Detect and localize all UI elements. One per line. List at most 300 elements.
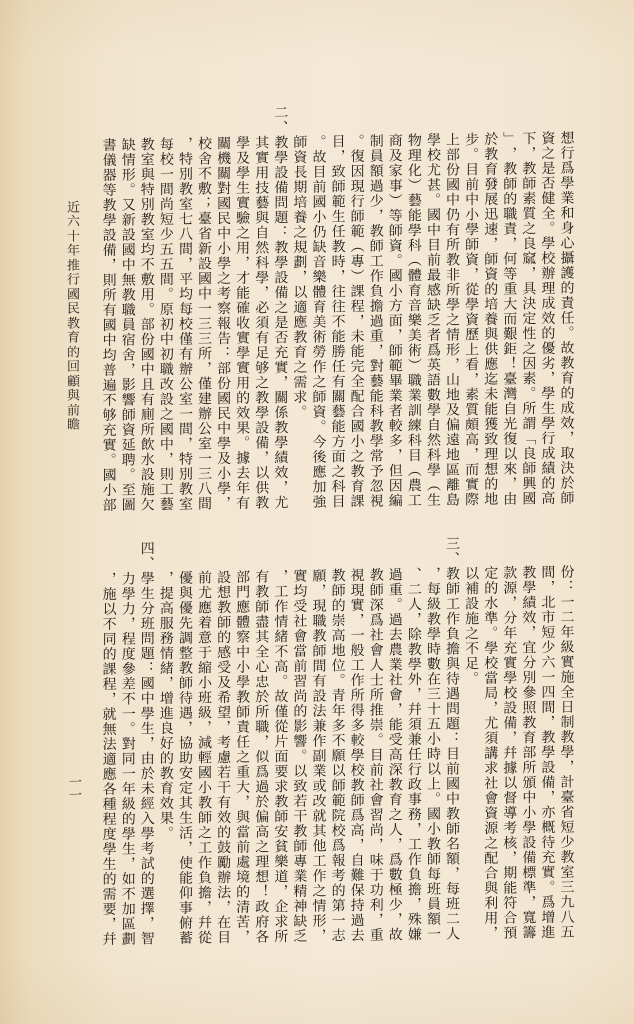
glyph: 生 (138, 720, 155, 735)
glyph: 短 (539, 624, 556, 639)
glyph: 設 (215, 569, 232, 584)
glyph: 缺 (310, 238, 327, 253)
glyph: 其 (253, 628, 270, 643)
glyph: 國 (196, 764, 213, 779)
glyph: 的 (329, 882, 346, 897)
glyph: 視 (367, 492, 384, 508)
glyph: 一 (66, 775, 81, 789)
glyph: 事 (176, 899, 193, 915)
glyph: 緒 (272, 628, 289, 643)
glyph: 教 (558, 848, 575, 864)
glyph: 考 (329, 867, 346, 882)
glyph: 教 (424, 835, 441, 851)
glyph: ， (501, 235, 518, 250)
text-column (215, 135, 230, 510)
glyph: 者 (424, 326, 441, 342)
text-column (310, 133, 325, 508)
glyph: 形 (310, 912, 327, 927)
glyph: ， (291, 268, 308, 284)
glyph: 延 (119, 436, 136, 451)
glyph: 舍 (196, 150, 213, 165)
glyph: 爲 (253, 763, 270, 778)
glyph: 舍 (119, 346, 136, 361)
glyph: 實 (501, 654, 518, 669)
glyph: 以 (424, 760, 441, 776)
glyph: 師 (329, 777, 346, 792)
glyph: 教 (348, 777, 365, 792)
glyph: 責 (234, 718, 251, 734)
glyph: 其 (253, 134, 270, 149)
glyph: 意 (196, 629, 213, 644)
glyph: 速 (482, 220, 499, 236)
glyph: 。 (234, 434, 251, 450)
glyph: 家 (386, 162, 403, 177)
glyph: 學 (138, 705, 155, 720)
glyph: 一 (66, 788, 81, 802)
glyph: 政 (253, 898, 270, 913)
glyph: ， (501, 849, 518, 864)
glyph: 常 (367, 447, 384, 463)
glyph: 中 (444, 790, 461, 805)
glyph: ， (539, 579, 556, 594)
text-column (501, 130, 516, 505)
glyph: 去 (386, 626, 403, 641)
glyph: 鉅 (501, 340, 518, 355)
glyph: 擔 (405, 881, 422, 896)
glyph: 師 (424, 850, 441, 866)
glyph: ， (482, 235, 499, 251)
glyph: 忽 (367, 477, 384, 493)
glyph: 故 (386, 926, 403, 941)
glyph: 教 (329, 238, 346, 253)
glyph: 爲 (348, 807, 365, 822)
glyph: 師 (196, 809, 213, 824)
glyph: 入 (138, 810, 155, 825)
glyph: 育 (64, 330, 79, 344)
glyph: 高 (348, 822, 365, 837)
glyph: 心 (558, 234, 575, 250)
glyph: 情 (157, 645, 174, 660)
glyph: 時 (329, 253, 346, 268)
glyph: 供 (253, 479, 270, 494)
glyph: 願 (329, 747, 346, 762)
glyph: 現 (348, 582, 365, 597)
glyph: 間 (196, 495, 213, 510)
glyph: 得 (348, 702, 365, 717)
glyph: 以 (253, 464, 270, 479)
glyph: ， (386, 447, 403, 462)
glyph: 宜 (520, 639, 537, 654)
glyph: 業 (386, 387, 403, 402)
glyph: 充 (100, 421, 117, 437)
glyph: 會 (386, 686, 403, 701)
glyph: 間 (157, 181, 174, 196)
glyph: 苦 (234, 913, 251, 929)
glyph: 四 (539, 684, 556, 699)
glyph: 盡 (253, 613, 270, 628)
glyph: 中 (119, 256, 136, 271)
glyph: 最 (424, 266, 441, 282)
glyph: 工 (157, 481, 174, 496)
glyph: 班 (424, 880, 441, 896)
glyph: 。 (310, 133, 327, 148)
glyph: 任 (558, 309, 575, 325)
glyph: 國 (215, 195, 232, 210)
glyph: 精 (291, 882, 308, 898)
glyph: 果 (234, 419, 251, 435)
glyph: 應 (100, 765, 117, 781)
glyph: 級 (196, 704, 213, 719)
glyph: 情 (444, 326, 461, 341)
glyph: 新 (196, 240, 213, 255)
glyph: 偏 (444, 416, 461, 431)
glyph: 則 (100, 271, 117, 287)
glyph: 予 (367, 462, 384, 478)
glyph: 設 (463, 595, 480, 610)
glyph: 小 (310, 208, 327, 223)
glyph: 室 (138, 151, 155, 166)
glyph: 師 (386, 222, 403, 237)
glyph: 調 (176, 629, 193, 645)
glyph: 資 (463, 311, 480, 326)
glyph: 師 (558, 489, 575, 505)
glyph: 小 (196, 674, 213, 689)
glyph: 高 (272, 658, 289, 673)
glyph: 作 (310, 867, 327, 882)
glyph: ， (215, 899, 232, 914)
glyph: 行 (558, 144, 575, 160)
glyph: 試 (138, 855, 155, 870)
glyph: 乏 (424, 311, 441, 327)
glyph: ； (196, 195, 213, 210)
glyph: 間 (310, 657, 327, 672)
glyph: 慮 (215, 749, 232, 764)
glyph: ， (253, 449, 270, 464)
glyph: 分 (520, 654, 537, 669)
glyph: 過 (348, 912, 365, 927)
glyph: 。 (463, 146, 480, 161)
glyph: 的 (482, 280, 499, 296)
glyph: ， (215, 719, 232, 734)
glyph: 室 (196, 435, 213, 450)
glyph: 師 (329, 178, 346, 193)
glyph: 的 (157, 750, 174, 765)
glyph: 成 (558, 399, 575, 415)
glyph: 利 (367, 896, 384, 912)
glyph: 小 (215, 240, 232, 255)
glyph: 求 (482, 759, 499, 775)
glyph: 選 (138, 885, 155, 900)
glyph: 北 (539, 594, 556, 609)
glyph: 志 (329, 927, 346, 942)
glyph: 補 (463, 580, 480, 595)
glyph: 資 (482, 265, 499, 281)
glyph: ） (348, 268, 365, 283)
glyph: 商 (386, 132, 403, 147)
glyph: 工 (310, 852, 327, 867)
glyph: ！ (253, 883, 270, 898)
glyph: 俯 (176, 914, 193, 930)
glyph: 前 (424, 251, 441, 267)
glyph: 事 (386, 177, 403, 192)
glyph: 部 (100, 496, 117, 512)
glyph: 學 (558, 743, 575, 759)
glyph: 一 (196, 300, 213, 315)
glyph: 間 (176, 240, 193, 256)
glyph: 教 (444, 805, 461, 820)
glyph: 年 (501, 624, 518, 639)
glyph: 小 (424, 820, 441, 836)
glyph: 希 (215, 689, 232, 704)
glyph: 辦 (539, 265, 556, 280)
glyph: 行 (539, 430, 556, 445)
glyph: 。 (539, 220, 556, 235)
glyph: 業 (310, 762, 327, 777)
glyph: 不 (100, 615, 117, 631)
glyph: 規 (291, 238, 308, 254)
glyph: 欠 (138, 496, 155, 511)
glyph: 職 (501, 205, 518, 220)
glyph: 要 (272, 763, 289, 778)
glyph: 驗 (234, 209, 251, 225)
glyph: 進 (539, 924, 556, 939)
glyph: 關 (329, 388, 346, 403)
glyph: 等 (501, 265, 518, 280)
glyph: ， (196, 899, 213, 914)
text-column (177, 135, 192, 510)
glyph: 所 (367, 686, 384, 702)
glyph: 度 (100, 825, 117, 841)
glyph: 資 (386, 237, 403, 252)
glyph: 育 (348, 478, 365, 493)
glyph: 來 (501, 460, 518, 475)
glyph: 國 (100, 316, 117, 332)
glyph: 份 (215, 375, 232, 390)
glyph: 均 (291, 582, 308, 598)
glyph: 術 (310, 328, 327, 343)
glyph: 否 (539, 175, 556, 190)
glyph: 師 (234, 703, 251, 719)
glyph: 課 (348, 493, 365, 508)
glyph: 別 (176, 165, 193, 181)
glyph: 如 (119, 870, 136, 885)
glyph: 後 (310, 448, 327, 463)
glyph: 師 (253, 598, 270, 613)
glyph: 備 (520, 849, 537, 864)
glyph: 特 (138, 181, 155, 196)
glyph: 與 (482, 879, 499, 895)
glyph: 員 (367, 147, 384, 163)
glyph: 持 (348, 897, 365, 912)
glyph: 受 (386, 731, 403, 746)
glyph: 教 (138, 211, 155, 226)
glyph: ， (405, 896, 422, 911)
glyph: 一 (119, 705, 136, 720)
text-column (539, 564, 554, 939)
glyph: 同 (100, 630, 117, 646)
glyph: 而 (501, 310, 518, 325)
glyph: 辦 (176, 360, 193, 376)
glyph: 及 (215, 450, 232, 465)
glyph: 緒 (157, 660, 174, 675)
glyph: 境 (234, 868, 251, 884)
glyph: 利 (482, 894, 499, 910)
glyph: 有 (444, 221, 461, 236)
glyph: 。 (291, 403, 308, 419)
glyph: ， (558, 758, 575, 774)
text-column (234, 568, 249, 943)
glyph: ， (272, 374, 289, 389)
glyph: 形 (444, 341, 461, 356)
glyph: 難 (348, 867, 365, 882)
glyph: 未 (348, 328, 365, 343)
glyph: ， (463, 371, 480, 386)
glyph: 定 (176, 779, 193, 795)
glyph: 安 (176, 764, 193, 780)
glyph: 多 (348, 717, 365, 732)
glyph: 一 (157, 166, 174, 181)
glyph: 與 (234, 808, 251, 824)
glyph: 者 (386, 402, 403, 417)
glyph: 着 (196, 614, 213, 629)
glyph: 問 (444, 700, 461, 715)
glyph: 學 (482, 639, 499, 655)
glyph: 別 (138, 196, 155, 211)
glyph: ， (405, 611, 422, 626)
glyph: 或 (310, 777, 327, 792)
glyph: 之 (482, 834, 499, 850)
glyph: 社 (482, 774, 499, 790)
glyph: 待 (444, 670, 461, 685)
glyph: 有 (100, 301, 117, 317)
glyph: 在 (424, 670, 441, 686)
glyph: 學 (539, 235, 556, 250)
glyph: 光 (501, 415, 518, 430)
glyph: 效 (539, 310, 556, 325)
glyph: ， (386, 701, 403, 716)
text-column (215, 569, 230, 944)
glyph: 題 (138, 645, 155, 660)
glyph: 之 (234, 748, 251, 764)
glyph: 之 (157, 406, 174, 421)
text-column (310, 567, 325, 942)
glyph: 敷 (196, 180, 213, 195)
glyph: 、 (272, 119, 289, 134)
glyph: 社 (291, 612, 308, 628)
glyph: 減 (196, 734, 213, 749)
glyph: ， (100, 690, 117, 706)
glyph: 中 (463, 191, 480, 206)
glyph: 而 (463, 461, 480, 476)
glyph: 不 (138, 256, 155, 271)
glyph: 故 (310, 148, 327, 163)
glyph: 於 (482, 130, 499, 146)
glyph: 師 (520, 175, 537, 190)
glyph: 的 (138, 870, 155, 885)
glyph: 六 (64, 214, 79, 228)
glyph: ， (539, 714, 556, 729)
glyph: 之 (272, 299, 289, 314)
glyph: 平 (176, 270, 193, 286)
glyph: 編 (386, 492, 403, 507)
glyph: 所 (100, 286, 117, 302)
text-column (120, 136, 135, 511)
glyph: 學 (558, 174, 575, 190)
glyph: 資 (119, 421, 136, 436)
text-column (368, 132, 383, 507)
glyph: 致 (482, 430, 499, 446)
glyph: ， (424, 565, 441, 581)
glyph: ， (444, 356, 461, 371)
glyph: 照 (520, 699, 537, 714)
glyph: 其 (310, 822, 327, 837)
glyph: ， (558, 429, 575, 445)
glyph: 術 (405, 342, 422, 357)
glyph: 的 (119, 810, 136, 825)
text-column (482, 564, 497, 939)
glyph: ， (100, 256, 117, 272)
glyph: 建 (196, 390, 213, 405)
glyph: 需 (291, 373, 308, 389)
glyph: 五 (558, 923, 575, 939)
glyph: 國 (119, 241, 136, 256)
text-column (406, 132, 421, 507)
glyph: 學 (100, 211, 117, 227)
glyph: 用 (138, 286, 155, 301)
glyph: 每 (176, 300, 193, 316)
glyph: 部 (234, 568, 251, 584)
glyph: 必 (253, 299, 270, 314)
glyph: 能 (329, 328, 346, 343)
glyph: 機 (215, 150, 232, 165)
glyph: 用 (234, 374, 251, 390)
glyph: 目 (310, 163, 327, 178)
glyph: 心 (253, 658, 270, 673)
page-number (66, 775, 81, 801)
text-column (501, 564, 516, 939)
glyph: 推 (64, 257, 79, 272)
glyph: 普 (100, 361, 117, 377)
glyph: 目 (367, 746, 384, 762)
glyph: 何 (501, 250, 518, 265)
glyph: 生 (138, 585, 155, 600)
glyph: 大 (501, 295, 518, 310)
glyph: 校 (501, 684, 518, 699)
glyph: 臺 (196, 210, 213, 225)
glyph: 受 (215, 659, 232, 674)
glyph: 、 (138, 555, 155, 570)
glyph: 素 (520, 370, 537, 385)
glyph: 使 (176, 854, 193, 870)
glyph: 片 (272, 733, 289, 748)
glyph: 教 (157, 765, 174, 780)
glyph: 考 (138, 840, 155, 855)
glyph: 合 (482, 864, 499, 880)
glyph: 能 (405, 207, 422, 222)
glyph: 的 (539, 325, 556, 340)
glyph: 報 (329, 852, 346, 867)
glyph: 學 (539, 415, 556, 430)
glyph: 教 (253, 583, 270, 598)
glyph: 甚 (424, 176, 441, 192)
glyph: 外 (405, 671, 422, 686)
glyph: 題 (444, 715, 461, 730)
glyph: 講 (482, 744, 499, 760)
glyph: 不 (119, 690, 136, 705)
glyph: 能 (482, 400, 499, 416)
glyph: 目 (463, 161, 480, 176)
glyph: 劣 (539, 355, 556, 370)
